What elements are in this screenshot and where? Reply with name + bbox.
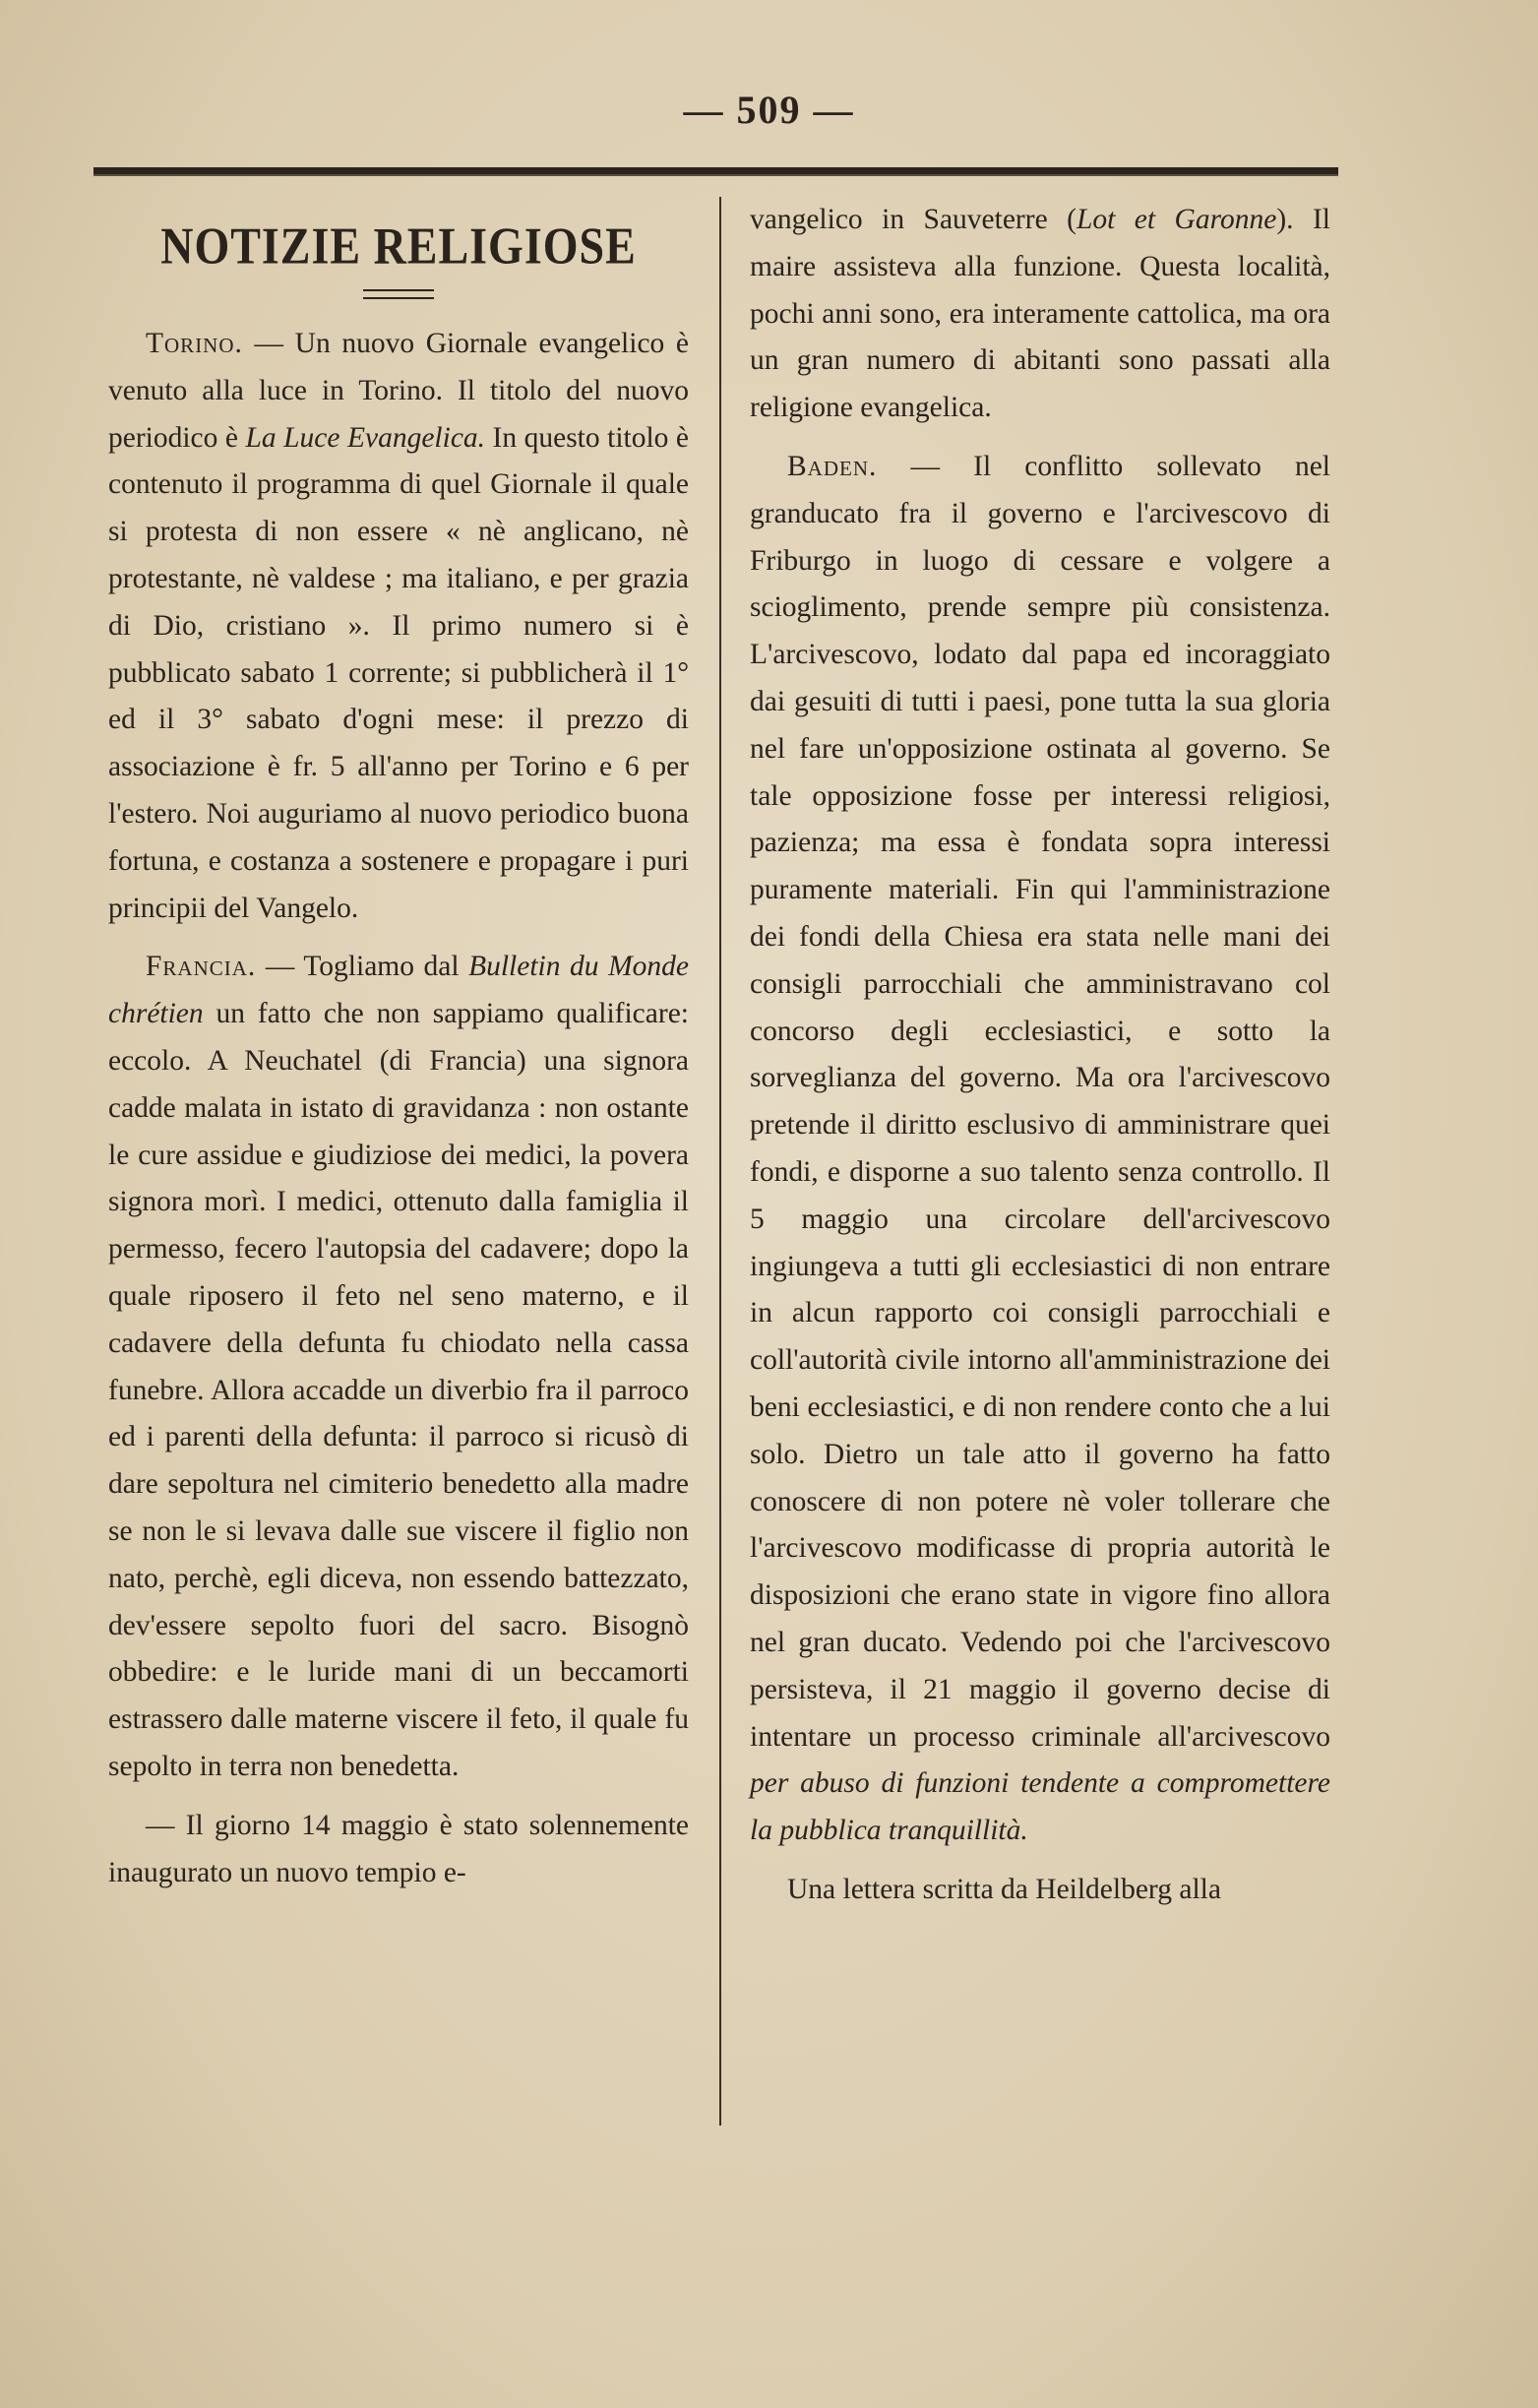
sauveterre-region: Lot et Garonne bbox=[1076, 204, 1277, 235]
sauveterre-text-1: vangelico in Sauveterre ( bbox=[750, 204, 1077, 235]
column-divider bbox=[719, 197, 721, 2126]
place-torino: Torino. bbox=[146, 328, 243, 359]
baden-charge: per abuso di funzioni tendente a compromettere la pubblica tranquillità. bbox=[750, 1767, 1330, 1847]
torino-text-1: — Un nuovo Giornale evangelico è venuto alla luce in Torino. Il titolo del nuovo periodico è bbox=[108, 328, 689, 454]
header-rule bbox=[93, 167, 1338, 176]
page-number: — 509 — bbox=[683, 88, 855, 132]
article-sauveterre-start: — Il giorno 14 maggio è stato solennemente inaugurato un nuovo tempio e- bbox=[108, 1809, 689, 1888]
torino-periodical-title: La Luce Evangelica. bbox=[245, 421, 486, 454]
place-francia: Francia. bbox=[146, 951, 257, 983]
right-column bbox=[750, 197, 1330, 1926]
place-baden: Baden. bbox=[787, 450, 878, 482]
sauveterre-text-2: ). Il maire assisteva alla funzione. Questa località, pochi anni sono, era interamente cattolica, ma ora un gran numero di abitanti sono passati alla religione evangelica. bbox=[750, 204, 1330, 424]
francia-source-title: Bulletin du Monde chrétien bbox=[108, 951, 689, 1030]
article-sauveterre-cont bbox=[750, 197, 1330, 432]
article-francia bbox=[108, 944, 689, 1790]
left-column bbox=[108, 197, 689, 1908]
francia-text-1: — Togliamo dal bbox=[256, 951, 469, 983]
article-baden bbox=[750, 444, 1330, 1855]
torino-text-2: In questo titolo è contenuto il programma di quel Giornale il quale si protesta di non essere « nè anglicano, nè protestante, nè valdese ; ma italiano, e per grazia di Dio, cristiano ». Il primo numero si è pubblicato sabato 1 corrente; si pubblicherà il 1° ed il 3° sabato d'ogni mese: il prezzo di associazione è fr. 5 all'anno per Torino e 6 per l'estero. Noi auguriamo al nuovo periodico buona fortuna, e costanza a sostenere e propagare i puri principii del Vangelo. bbox=[108, 421, 689, 924]
baden-text-1: — Il conflitto sollevato nel granducato fra il governo e l'arcivescovo di Friburgo in luogo di cessare e volgere a scioglimento, prende sempre più consistenza. L'arcivescovo, lodato dal papa ed incoraggiato dai gesuiti di tutti i paesi, pone tutta la sua gloria nel fare un'opposizione ostinata al governo. Se tale opposizione fosse per interessi religiosi, pazienza; ma essa è fondata sopra interessi puramente materiali. Fin qui l'amministrazione dei fondi della Chiesa era stata nelle mani dei consigli parrocchiali che amministravano col concorso degli ecclesiastici, e sotto la sorveglianza del governo. Ma ora l'arcivescovo pretende il diritto esclusivo di amministrare quei fondi, e disporne a suo talento senza controllo. Il 5 maggio una circolare dell'arcivescovo ingiungeva a tutti gli ecclesiastici di non entrare in alcun rapporto coi consigli parrocchiali e coll'autorità civile intorno all'amministrazione dei beni ecclesiastici, e di non rendere conto che a lui solo. Dietro un tale atto il governo ha fatto conoscere di non potere nè voler tollerare che l'arcivescovo modificasse di propria autorità le disposizioni che erano state in vigore fino allora nel gran ducato. Vedendo poi che l'arcivescovo persisteva, il 21 maggio il governo decise di intentare un processo criminale all'arcivescovo bbox=[750, 450, 1330, 1753]
francia-text-2: un fatto che non sappiamo qualificare: eccolo. A Neuchatel (di Francia) una signora cadde malata in istato di gravidanza : non ostante le cure assidue e giudiziose dei medici, la povera signora morì. I medici, ottenuto dalla famiglia il permesso, fecero l'autopsia del cadavere; dopo la quale riposero il feto nel seno materno, e il cadavere della defunta fu chiodato nella cassa funebre. Allora accadde un diverbio fra il parroco ed i parenti della defunta: il parroco si ricusò di dare sepoltura nel cimiterio benedetto alla madre se non le si levava dalle sue viscere il figlio non nato, perchè, egli diceva, non essendo battezzato, dev'essere sepolto fuori del sacro. Bisognò obbedire: e le luride mani di un beccamorti estrassero dalle materne viscere il feto, il quale fu sepolto in terra non benedetta. bbox=[108, 998, 689, 1782]
title-rule bbox=[363, 289, 434, 299]
article-heildelberg-start: Una lettera scritta da Heildelberg alla bbox=[787, 1873, 1221, 1905]
article-torino bbox=[108, 321, 689, 932]
section-title: NOTIZIE RELIGIOSE bbox=[160, 216, 637, 275]
